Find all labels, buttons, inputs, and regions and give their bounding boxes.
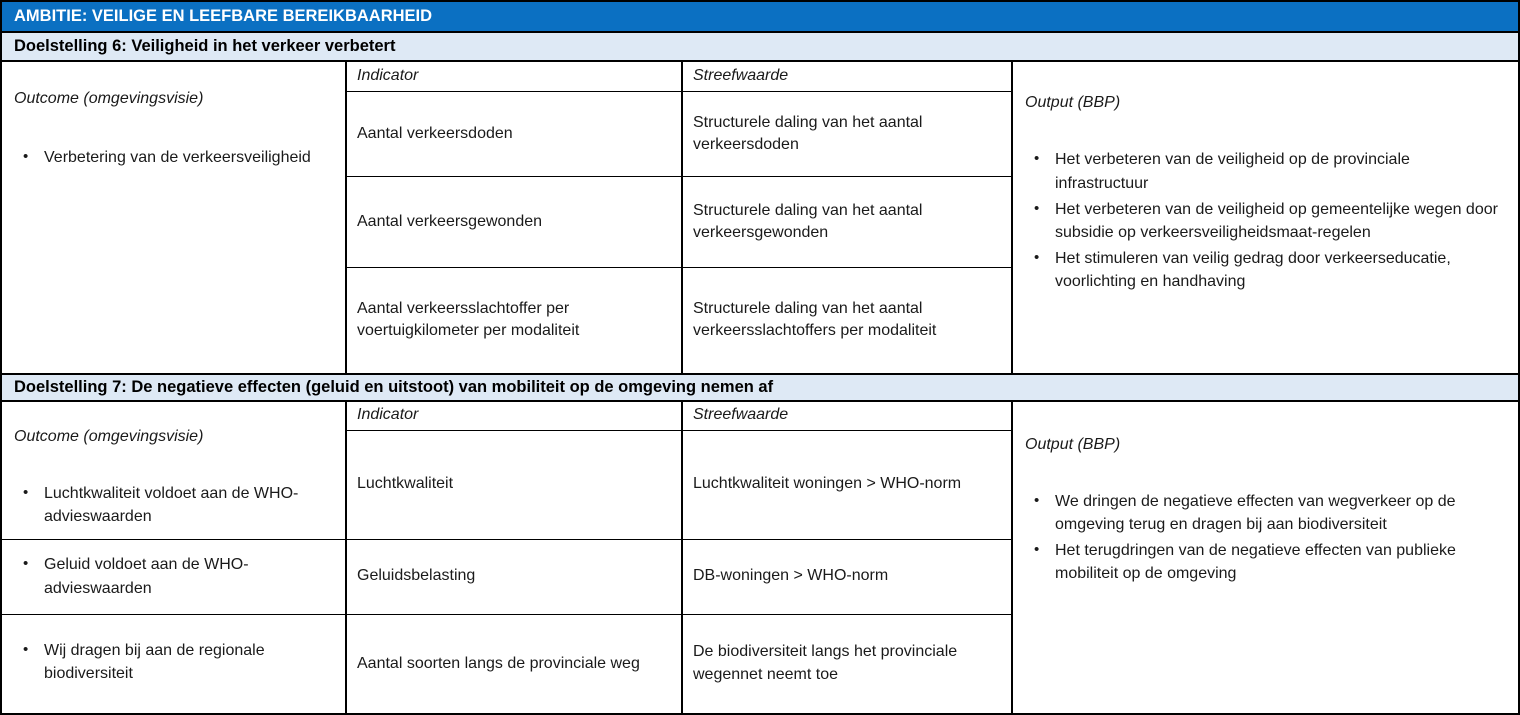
list-item: [1025, 247, 1508, 293]
doelstelling-7-title: Doelstelling 7: De negatieve effecten (geluid en uitstoot) van mobiliteit op de omgeving nemen af: [14, 377, 774, 396]
output-bullet-text: Het terugdringen van de negatieve effecten van publieke mobiliteit op de omgeving: [1055, 542, 1456, 583]
output-bullet-text: Het stimuleren van veilig gedrag door verkeerseducatie, voorlichting en handhaving: [1055, 250, 1451, 291]
list-item: [1025, 198, 1508, 244]
output-column-header: Output (BBP): [1025, 435, 1121, 453]
streefwaarde-column-header: Streefwaarde: [683, 62, 1013, 92]
list-item: [1025, 490, 1508, 536]
output-column-header: Output (BBP): [1025, 94, 1121, 111]
indicator-cell: Aantal soorten langs de provinciale weg: [347, 615, 683, 714]
indicator-column-header: Indicator: [347, 62, 683, 92]
output-cell-d6: [1013, 62, 1518, 373]
outcome-cell-d7: [2, 540, 347, 615]
indicator-cell: Luchtkwaliteit: [347, 431, 683, 540]
streefwaarde-cell: Structurele daling van het aantal verkeersdoden: [683, 92, 1013, 177]
outcome-bullet-text: Wij dragen bij aan de regionale biodiversiteit: [44, 641, 265, 682]
bullet-icon: •: [23, 148, 29, 166]
ambition-header-bar: [2, 2, 1518, 33]
list-item: [14, 146, 335, 169]
streefwaarde-cell: Structurele daling van het aantal verkeersslachtoffers per modaliteit: [683, 268, 1013, 373]
bullet-icon: •: [23, 483, 29, 501]
list-item: [1025, 148, 1508, 194]
bullet-icon: •: [1034, 249, 1040, 267]
streefwaarde-cell: Structurele daling van het aantal verkeersgewonden: [683, 177, 1013, 268]
doelstelling-6-title: Doelstelling 6: Veiligheid in het verkeer verbetert: [14, 37, 396, 55]
outcome-bullet-text: Geluid voldoet aan de WHO-advieswaarden: [44, 556, 249, 597]
outcome-cell-d7: [2, 615, 347, 714]
streefwaarde-cell: De biodiversiteit langs het provinciale wegennet neemt toe: [683, 615, 1013, 714]
output-bullet-text: Het verbeteren van de veiligheid op de provinciale infrastructuur: [1055, 151, 1410, 192]
bullet-icon: •: [1034, 150, 1040, 168]
bullet-icon: •: [1034, 199, 1040, 217]
bullet-icon: •: [1034, 541, 1040, 559]
streefwaarde-cell: DB-woningen > WHO-norm: [683, 540, 1013, 615]
output-bullet-text: We dringen de negatieve effecten van wegverkeer op de omgeving terug en dragen bij aan biodiversiteit: [1055, 492, 1456, 534]
ambition-title: AMBITIE: VEILIGE EN LEEFBARE BEREIKBAARHEID: [14, 7, 433, 25]
outcome-cell-d7: [2, 402, 347, 540]
output-bullet-list: [1025, 490, 1508, 586]
streefwaarde-column-header: Streefwaarde: [683, 402, 1013, 431]
list-item: [14, 553, 335, 599]
list-item: [14, 482, 335, 528]
outcome-cell-d6: [2, 62, 347, 373]
bullet-icon: •: [23, 640, 29, 658]
output-bullet-text: Het verbeteren van de veiligheid op gemeentelijke wegen door subsidie op verkeersveiligheidsmaat-regelen: [1055, 200, 1498, 241]
outcome-column-header: Outcome (omgevingsvisie): [14, 427, 204, 445]
outcome-column-header: Outcome (omgevingsvisie): [14, 90, 204, 107]
doelstelling-6-table: [2, 62, 1518, 373]
list-item: [1025, 539, 1508, 585]
indicator-cell: Aantal verkeersdoden: [347, 92, 683, 177]
doelstelling-7-header-bar: [2, 373, 1518, 402]
outcome-bullet-list: [14, 482, 335, 528]
outcome-bullet-list: [14, 146, 335, 169]
outcome-bullet-text: Verbetering van de verkeersveiligheid: [44, 149, 311, 167]
bullet-icon: •: [23, 555, 29, 573]
streefwaarde-cell: Luchtkwaliteit woningen > WHO-norm: [683, 431, 1013, 540]
outcome-bullet-text: Luchtkwaliteit voldoet aan de WHO-advieswaarden: [44, 484, 299, 526]
doelstelling-6-header-bar: [2, 33, 1518, 62]
indicator-cell: Aantal verkeersgewonden: [347, 177, 683, 268]
output-bullet-list: [1025, 148, 1508, 293]
bullet-icon: •: [1034, 491, 1040, 509]
indicator-cell: Aantal verkeersslachtoffer per voertuigkilometer per modaliteit: [347, 268, 683, 373]
list-item: [14, 639, 335, 685]
doelstelling-7-table: [2, 402, 1518, 714]
indicator-cell: Geluidsbelasting: [347, 540, 683, 615]
indicator-column-header: Indicator: [347, 402, 683, 431]
output-cell-d7: [1013, 402, 1518, 714]
